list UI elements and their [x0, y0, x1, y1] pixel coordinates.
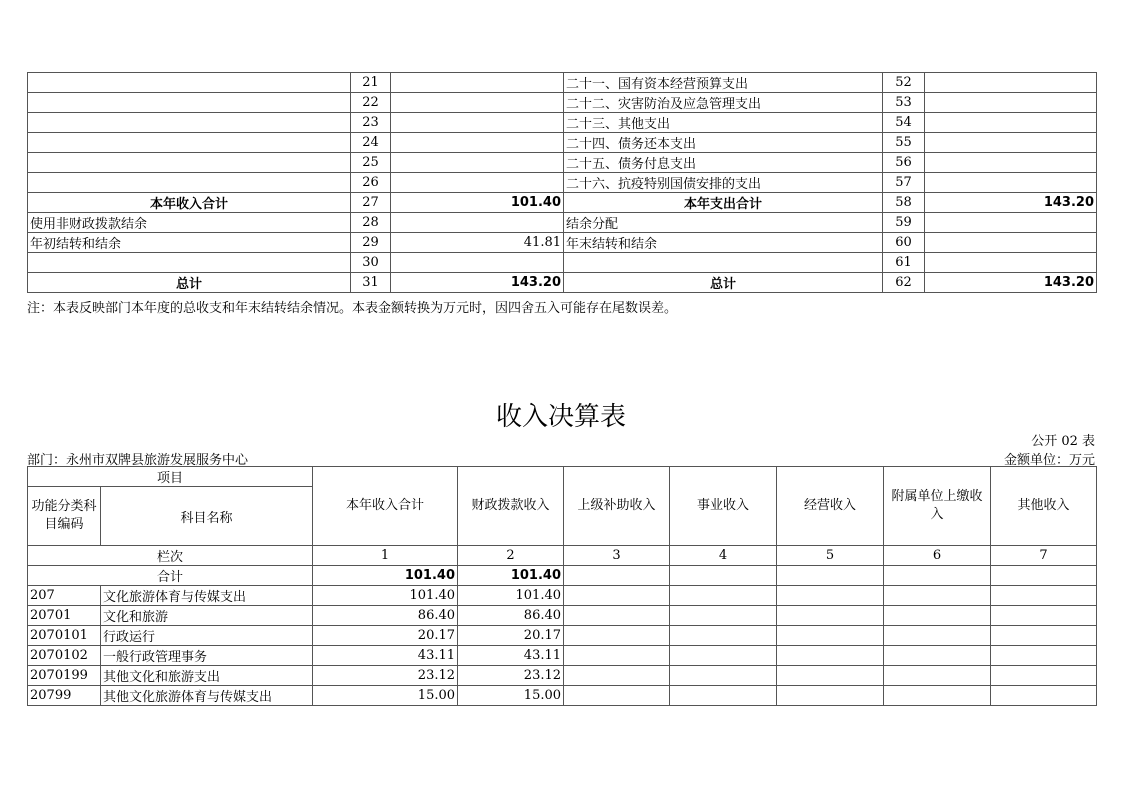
right-label-cell: 二十五、债务付息支出	[564, 153, 883, 173]
empty-cell	[564, 606, 670, 626]
fiscal-cell: 23.12	[458, 666, 564, 686]
right-label-cell: 二十二、灾害防治及应急管理支出	[564, 93, 883, 113]
total-cell: 20.17	[313, 626, 458, 646]
right-number-cell: 58	[883, 193, 925, 213]
header-row-item	[28, 467, 1097, 487]
empty-cell	[884, 646, 991, 666]
left-number-cell: 24	[351, 133, 391, 153]
header-other: 其他收入	[991, 467, 1097, 546]
sum-row	[28, 566, 1097, 586]
form-number: 公开 02 表	[1031, 434, 1095, 449]
right-number-cell: 52	[883, 73, 925, 93]
sum-cell: 101.40	[313, 566, 458, 586]
empty-cell	[777, 666, 884, 686]
code-cell: 2070199	[28, 666, 101, 686]
empty-cell	[564, 586, 670, 606]
left-label-cell	[28, 153, 351, 173]
left-amount-cell: 101.40	[391, 193, 564, 213]
right-label-cell: 结余分配	[564, 213, 883, 233]
index-cell: 6	[884, 546, 991, 566]
empty-cell	[991, 646, 1097, 666]
left-number-cell: 21	[351, 73, 391, 93]
index-cell: 4	[670, 546, 777, 566]
summary-table-body	[28, 73, 1097, 293]
right-amount-cell	[925, 153, 1097, 173]
table-row	[28, 213, 1097, 233]
left-number-cell: 26	[351, 173, 391, 193]
sum-cell	[564, 566, 670, 586]
fiscal-cell: 101.40	[458, 586, 564, 606]
right-label-cell	[564, 253, 883, 273]
empty-cell	[670, 686, 777, 706]
table-row	[28, 586, 1097, 606]
left-amount-cell	[391, 173, 564, 193]
left-amount-cell	[391, 153, 564, 173]
header-total: 本年收入合计	[313, 467, 458, 546]
empty-cell	[884, 666, 991, 686]
total-cell: 86.40	[313, 606, 458, 626]
header-item: 项目	[28, 467, 313, 487]
fiscal-cell: 20.17	[458, 626, 564, 646]
income-table	[27, 466, 1097, 706]
header-operating: 经营收入	[777, 467, 884, 546]
empty-cell	[564, 646, 670, 666]
empty-cell	[670, 586, 777, 606]
left-label-cell	[28, 133, 351, 153]
name-cell: 其他文化旅游体育与传媒支出	[101, 686, 313, 706]
left-amount-cell	[391, 133, 564, 153]
name-cell: 一般行政管理事务	[101, 646, 313, 666]
name-cell: 其他文化和旅游支出	[101, 666, 313, 686]
fiscal-cell: 43.11	[458, 646, 564, 666]
left-amount-cell	[391, 213, 564, 233]
table-row	[28, 253, 1097, 273]
empty-cell	[777, 586, 884, 606]
table-row	[28, 133, 1097, 153]
table-row	[28, 193, 1097, 213]
empty-cell	[670, 646, 777, 666]
left-number-cell: 31	[351, 273, 391, 293]
header-business: 事业收入	[670, 467, 777, 546]
header-fiscal: 财政拨款收入	[458, 467, 564, 546]
right-amount-cell	[925, 133, 1097, 153]
empty-cell	[564, 686, 670, 706]
total-cell: 15.00	[313, 686, 458, 706]
right-number-cell: 54	[883, 113, 925, 133]
left-label-cell	[28, 173, 351, 193]
summary-table	[27, 72, 1097, 293]
table-row	[28, 666, 1097, 686]
table-row	[28, 686, 1097, 706]
right-number-cell: 56	[883, 153, 925, 173]
empty-cell	[991, 686, 1097, 706]
right-amount-cell	[925, 233, 1097, 253]
right-amount-cell	[925, 113, 1097, 133]
left-label-cell: 使用非财政拨款结余	[28, 213, 351, 233]
header-affiliated: 附属单位上缴收入	[884, 467, 991, 546]
code-cell: 207	[28, 586, 101, 606]
left-amount-cell	[391, 253, 564, 273]
empty-cell	[884, 686, 991, 706]
name-cell: 文化和旅游	[101, 606, 313, 626]
empty-cell	[777, 626, 884, 646]
code-cell: 20799	[28, 686, 101, 706]
left-label-cell	[28, 253, 351, 273]
table-row	[28, 646, 1097, 666]
right-amount-cell	[925, 93, 1097, 113]
table-row	[28, 626, 1097, 646]
empty-cell	[670, 626, 777, 646]
table-row	[28, 93, 1097, 113]
income-table-body	[28, 467, 1097, 706]
right-number-cell: 53	[883, 93, 925, 113]
table-row	[28, 606, 1097, 626]
total-cell: 43.11	[313, 646, 458, 666]
left-label-cell	[28, 113, 351, 133]
right-number-cell: 57	[883, 173, 925, 193]
department-label: 部门：永州市双牌县旅游发展服务中心	[27, 453, 249, 468]
sum-cell: 101.40	[458, 566, 564, 586]
sum-label: 合计	[28, 566, 313, 586]
left-label-cell: 总计	[28, 273, 351, 293]
right-label-cell: 二十三、其他支出	[564, 113, 883, 133]
right-label-cell: 年末结转和结余	[564, 233, 883, 253]
left-amount-cell	[391, 113, 564, 133]
index-cell: 5	[777, 546, 884, 566]
empty-cell	[991, 626, 1097, 646]
name-cell: 行政运行	[101, 626, 313, 646]
table-note: 注：本表反映部门本年度的总收支和年末结转结余情况。本表金额转换为万元时，因四舍五入可能存在尾数误差。	[27, 301, 678, 316]
index-cell: 1	[313, 546, 458, 566]
right-number-cell: 61	[883, 253, 925, 273]
left-label-cell: 年初结转和结余	[28, 233, 351, 253]
total-cell: 101.40	[313, 586, 458, 606]
empty-cell	[991, 586, 1097, 606]
index-cell: 3	[564, 546, 670, 566]
right-label-cell: 总计	[564, 273, 883, 293]
right-number-cell: 60	[883, 233, 925, 253]
code-cell: 20701	[28, 606, 101, 626]
empty-cell	[564, 626, 670, 646]
header-name: 科目名称	[101, 487, 313, 546]
sum-cell	[777, 566, 884, 586]
sum-cell	[884, 566, 991, 586]
sum-cell	[991, 566, 1097, 586]
index-cell: 7	[991, 546, 1097, 566]
left-amount-cell: 143.20	[391, 273, 564, 293]
fiscal-cell: 86.40	[458, 606, 564, 626]
left-amount-cell	[391, 73, 564, 93]
table-row	[28, 273, 1097, 293]
left-amount-cell: 41.81	[391, 233, 564, 253]
code-cell: 2070102	[28, 646, 101, 666]
left-number-cell: 22	[351, 93, 391, 113]
right-amount-cell	[925, 173, 1097, 193]
right-number-cell: 55	[883, 133, 925, 153]
right-amount-cell	[925, 213, 1097, 233]
empty-cell	[564, 666, 670, 686]
empty-cell	[884, 626, 991, 646]
unit-label: 金额单位：万元	[1003, 453, 1095, 468]
name-cell: 文化旅游体育与传媒支出	[101, 586, 313, 606]
empty-cell	[991, 606, 1097, 626]
empty-cell	[884, 606, 991, 626]
index-row	[28, 546, 1097, 566]
empty-cell	[670, 666, 777, 686]
right-number-cell: 62	[883, 273, 925, 293]
sum-cell	[670, 566, 777, 586]
total-cell: 23.12	[313, 666, 458, 686]
right-amount-cell: 143.20	[925, 273, 1097, 293]
right-number-cell: 59	[883, 213, 925, 233]
right-label-cell: 二十六、抗疫特别国债安排的支出	[564, 173, 883, 193]
table-row	[28, 73, 1097, 93]
right-label-cell: 二十四、债务还本支出	[564, 133, 883, 153]
right-amount-cell	[925, 73, 1097, 93]
index-label: 栏次	[28, 546, 313, 566]
left-number-cell: 30	[351, 253, 391, 273]
empty-cell	[777, 686, 884, 706]
empty-cell	[777, 646, 884, 666]
code-cell: 2070101	[28, 626, 101, 646]
page-title: 收入决算表	[495, 402, 626, 432]
header-superior: 上级补助收入	[564, 467, 670, 546]
empty-cell	[670, 606, 777, 626]
left-label-cell	[28, 73, 351, 93]
table-row	[28, 233, 1097, 253]
left-number-cell: 23	[351, 113, 391, 133]
empty-cell	[884, 586, 991, 606]
left-amount-cell	[391, 93, 564, 113]
right-amount-cell: 143.20	[925, 193, 1097, 213]
fiscal-cell: 15.00	[458, 686, 564, 706]
left-number-cell: 27	[351, 193, 391, 213]
right-amount-cell	[925, 253, 1097, 273]
table-row	[28, 173, 1097, 193]
left-number-cell: 29	[351, 233, 391, 253]
table-row	[28, 153, 1097, 173]
left-number-cell: 25	[351, 153, 391, 173]
header-code: 功能分类科目编码	[28, 487, 101, 546]
right-label-cell: 二十一、国有资本经营预算支出	[564, 73, 883, 93]
left-number-cell: 28	[351, 213, 391, 233]
left-label-cell: 本年收入合计	[28, 193, 351, 213]
empty-cell	[777, 606, 884, 626]
table-row	[28, 113, 1097, 133]
left-label-cell	[28, 93, 351, 113]
right-label-cell: 本年支出合计	[564, 193, 883, 213]
index-cell: 2	[458, 546, 564, 566]
empty-cell	[991, 666, 1097, 686]
